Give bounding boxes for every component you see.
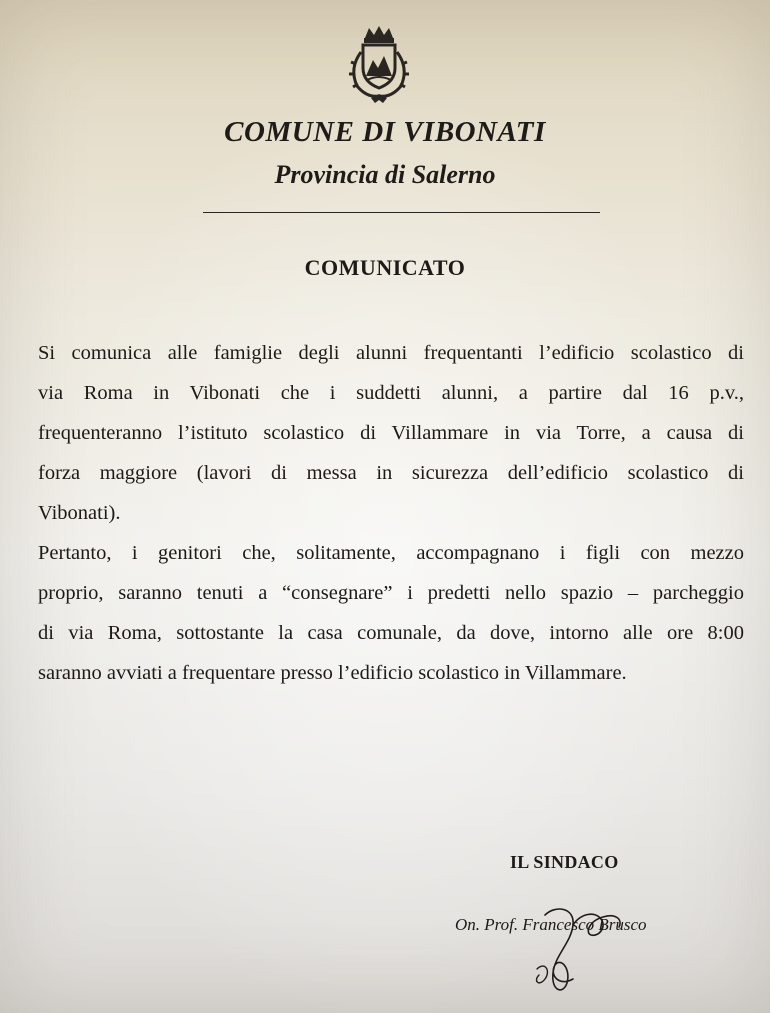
notice-line: proprio, saranno tenuti a “consegnare” i predetti nello spazio – parcheggio	[38, 582, 744, 604]
notice-heading: COMUNICATO	[304, 255, 466, 280]
mayor-title: IL SINDACO	[510, 852, 619, 872]
notice-line: di via Roma, sottostante la casa comunale, da dove, intorno alle ore 8:00	[38, 622, 744, 644]
notice-line: saranno avviati a frequentare presso l’edificio scolastico in Villammare.	[38, 662, 627, 684]
coat-of-arms-icon	[343, 24, 415, 106]
notice-line: via Roma in Vibonati che i suddetti alunni, a partire dal 16 p.v.,	[38, 382, 744, 404]
notice-line: Pertanto, i genitori che, solitamente, accompagnano i figli con mezzo	[38, 542, 744, 564]
notice-line: Vibonati).	[38, 502, 121, 524]
province-subtitle: Provincia di Salerno	[274, 160, 496, 189]
notice-line: Si comunica alle famiglie degli alunni frequentanti l’edificio scolastico di	[38, 342, 744, 364]
notice-body	[38, 333, 744, 693]
handwritten-signature-icon	[515, 895, 635, 1000]
notice-line: forza maggiore (lavori di messa in sicurezza dell’edificio scolastico di	[38, 462, 744, 484]
header-divider	[203, 212, 600, 213]
notice-line: frequenteranno l’istituto scolastico di Villammare in via Torre, a causa di	[38, 422, 744, 444]
signer-name: On. Prof. Francesco Brusco	[455, 915, 647, 934]
municipality-title: COMUNE DI VIBONATI	[224, 116, 546, 148]
